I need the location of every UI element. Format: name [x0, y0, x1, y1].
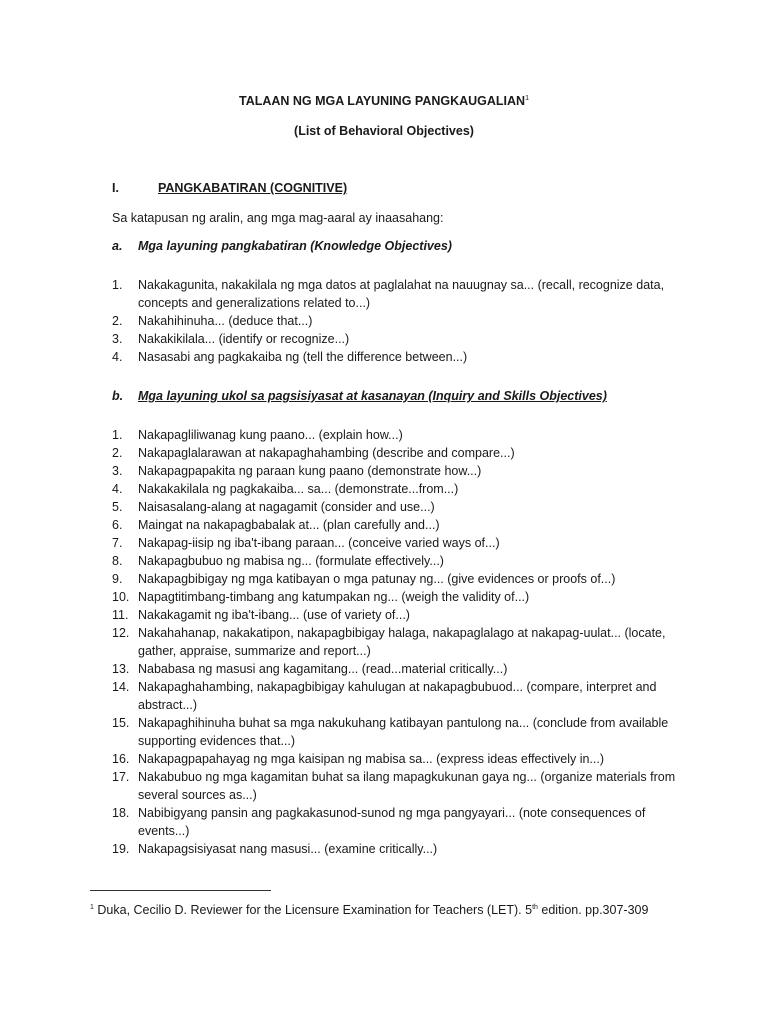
- list-item-number: 13.: [112, 662, 130, 676]
- subsection-b-title: Mga layuning ukol sa pagsisiyasat at kasanayan (Inquiry and Skills Objectives): [138, 389, 607, 403]
- list-item: [112, 840, 692, 858]
- list-item-text: Nakapaghahambing, nakapagbibigay kahulugan at nakapagbubuod... (compare, interpret and abstract...): [138, 680, 657, 712]
- list-item-text: Nakapagpapakita ng paraan kung paano (demonstrate how...): [138, 464, 482, 478]
- title-footnote-mark: 1: [525, 94, 529, 102]
- list-item: [112, 570, 692, 588]
- list-item-number: 10.: [112, 590, 130, 604]
- page-subtitle: (List of Behavioral Objectives): [294, 124, 474, 138]
- list-item-text: Nakapagbibigay ng mga katibayan o mga patunay ng... (give evidences or proofs of...): [138, 572, 616, 586]
- list-item-number: 2.: [112, 446, 123, 460]
- footnote-mark: 1: [90, 903, 94, 911]
- list-item-number: 3.: [112, 332, 123, 346]
- subsection-b-heading: [112, 389, 607, 403]
- list-item-number: 3.: [112, 464, 123, 478]
- intro-text: Sa katapusan ng aralin, ang mga mag-aaral ay inaasahang:: [112, 211, 444, 225]
- list-item-number: 9.: [112, 572, 123, 586]
- subsection-a-heading: [112, 239, 452, 253]
- list-item-number: 19.: [112, 842, 130, 856]
- list-item-text: Nakahihinuha... (deduce that...): [138, 314, 313, 328]
- list-item: [112, 768, 692, 804]
- list-item-number: 1.: [112, 278, 123, 292]
- list-item-text: Nakapaghihinuha buhat sa mga nakukuhang katibayan pantulong na... (conclude from available supporting evidences that...): [138, 716, 669, 748]
- list-item-text: Naisasalang-alang at nagagamit (consider and use...): [138, 500, 435, 514]
- list-item: [112, 660, 692, 678]
- list-item-text: Nakapagbubuo ng mabisa ng... (formulate effectively...): [138, 554, 444, 568]
- section-number: I.: [112, 181, 119, 195]
- list-item-number: 12.: [112, 626, 130, 640]
- list-item: [112, 276, 692, 312]
- list-item-text: Nakakakilala ng pagkakaiba... sa... (demonstrate...from...): [138, 482, 459, 496]
- list-item-number: 1.: [112, 428, 123, 442]
- list-item: [112, 312, 692, 330]
- list-item: [112, 330, 692, 348]
- list-item-text: Nakabubuo ng mga kagamitan buhat sa ilang mapagkukunan gaya ng... (organize materials from several sources as...): [138, 770, 676, 802]
- list-item-number: 6.: [112, 518, 123, 532]
- list-item-text: Nasasabi ang pagkakaiba ng (tell the difference between...): [138, 350, 468, 364]
- page-title: [0, 94, 768, 108]
- list-item-text: Nakapagliliwanag kung paano... (explain how...): [138, 428, 403, 442]
- list-item-text: Nakakagamit ng iba't-ibang... (use of variety of...): [138, 608, 410, 622]
- list-item: [112, 426, 692, 444]
- knowledge-objectives-list: [112, 276, 692, 366]
- list-item: [112, 750, 692, 768]
- list-item: [112, 348, 692, 366]
- list-item-text: Nakakikilala... (identify or recognize...): [138, 332, 350, 346]
- list-item: [112, 588, 692, 606]
- list-item-text: Nakapaglalarawan at nakapaghahambing (describe and compare...): [138, 446, 515, 460]
- footnote-text-end: edition. pp.307-309: [537, 903, 649, 917]
- list-item: [112, 678, 692, 714]
- footnote-divider: [90, 890, 271, 891]
- inquiry-skills-objectives-list: [112, 426, 692, 858]
- list-item: [112, 516, 692, 534]
- list-item-number: 5.: [112, 500, 123, 514]
- list-item-number: 15.: [112, 716, 130, 730]
- list-item-number: 16.: [112, 752, 130, 766]
- list-item-text: Nakahahanap, nakakatipon, nakapagbibigay halaga, nakapaglalago at nakapag-uulat... (locate, gather, appraise, summarize and report...): [138, 626, 666, 658]
- list-item: [112, 444, 692, 462]
- list-item: [112, 498, 692, 516]
- subsection-b-letter: b.: [112, 389, 124, 403]
- list-item: [112, 462, 692, 480]
- list-item-number: 14.: [112, 680, 130, 694]
- subsection-a-letter: a.: [112, 239, 123, 253]
- list-item-number: 7.: [112, 536, 123, 550]
- list-item-text: Nakapagsisiyasat nang masusi... (examine critically...): [138, 842, 438, 856]
- title-text: TALAAN NG MGA LAYUNING PANGKAUGALIAN: [238, 94, 526, 108]
- footnote-superscript: th: [532, 903, 538, 911]
- list-item: [112, 804, 692, 840]
- list-item: [112, 714, 692, 750]
- list-item-number: 2.: [112, 314, 123, 328]
- section-heading: PANGKABATIRAN (COGNITIVE): [158, 181, 348, 195]
- list-item-number: 8.: [112, 554, 123, 568]
- list-item: [112, 480, 692, 498]
- list-item: [112, 606, 692, 624]
- list-item-text: Napagtitimbang-timbang ang katumpakan ng... (weigh the validity of...): [138, 590, 530, 604]
- list-item: [112, 624, 692, 660]
- list-item-text: Nabibigyang pansin ang pagkakasunod-sunod ng mga pangyayari... (note consequences of events...): [138, 806, 646, 838]
- list-item-number: 17.: [112, 770, 130, 784]
- list-item-number: 18.: [112, 806, 130, 820]
- subsection-a-title: Mga layuning pangkabatiran (Knowledge Objectives): [138, 239, 452, 253]
- list-item-text: Nakapag-iisip ng iba't-ibang paraan... (conceive varied ways of...): [138, 536, 500, 550]
- list-item-text: Nakapagpapahayag ng mga kaisipan ng mabisa sa... (express ideas effectively in...): [138, 752, 605, 766]
- list-item: [112, 552, 692, 570]
- footnote: [90, 903, 648, 917]
- list-item-text: Maingat na nakapagbabalak at... (plan carefully and...): [138, 518, 440, 532]
- list-item: [112, 534, 692, 552]
- list-item-number: 11.: [112, 608, 129, 622]
- list-item-text: Nakakagunita, nakakilala ng mga datos at paglalahat na nauugnay sa... (recall, recognize data, concepts and generalizations related to...): [138, 278, 665, 310]
- list-item-number: 4.: [112, 350, 123, 364]
- list-item-text: Nababasa ng masusi ang kagamitang... (read...material critically...): [138, 662, 508, 676]
- list-item-number: 4.: [112, 482, 123, 496]
- footnote-text: Duka, Cecilio D. Reviewer for the Licensure Examination for Teachers (LET). 5: [97, 903, 533, 917]
